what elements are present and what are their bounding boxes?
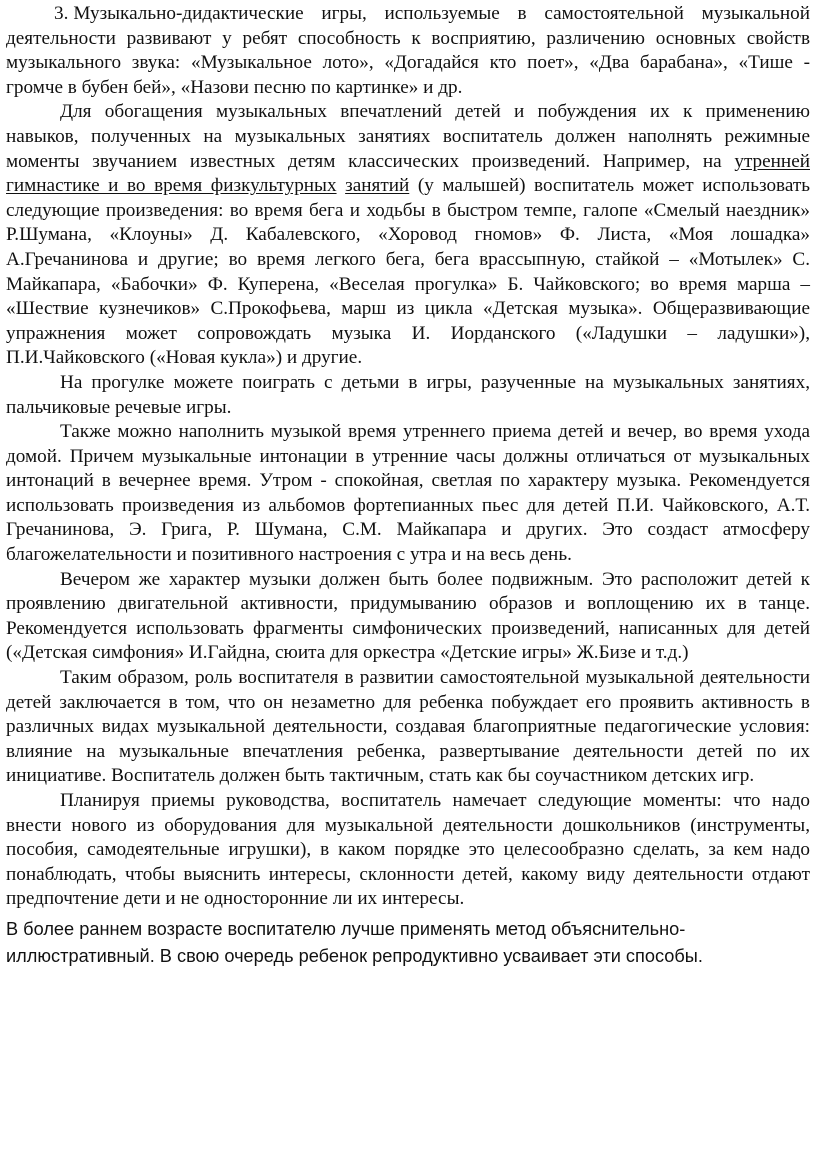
underlined-link-lessons[interactable]: занятий	[345, 175, 410, 197]
underlined-link-morning-exercise[interactable]: утренней гимнастике и во время физкультурных	[6, 150, 810, 197]
paragraph-early-age-method: В более раннем возрасте воспитателю лучше применять метод объяснительно-иллюстративный. В свою очередь ребенок репродуктивно усваивает эти способы.	[6, 918, 703, 966]
paragraph-enrichment	[6, 100, 810, 371]
paragraph-text-end: (у малышей) воспитатель может использовать следующие произведения: во время бега и ходьбы в быстром темпе, галопе «Смелый наездник» Р.Шумана, «Клоуны» Д. Кабалевского, «Хоровод гномов» Ф. Листа, «Моя лошадка» А.Гречанинова и другие; во время легкого бега, бега врассыпную, стайкой – «Мотылек» С. Майкапара, «Бабочки» Ф. Куперена, «Веселая прогулка» Б. Чайковского; во время марша – «Шествие кузнечиков» С.Прокофьева, марш из цикла «Детская музыка». Общеразвивающие упражнения может сопровождать музыка И. Иорданского («Ладушки – ладушки»), П.И.Чайковского («Новая кукла») и другие.	[6, 175, 811, 369]
space	[337, 175, 346, 196]
paragraph-text: Музыкально-дидактические игры, используемые в самостоятельной музыкальной деятельности развивают у ребят способность к восприятию, различению основных свойств музыкального звука: «Музыкальное лото», «Догадайся кто поет», «Два барабана», «Тише - громче в бубен бей», «Назови песню по картинке» и др.	[6, 3, 810, 98]
paragraph-text-start: Для обогащения музыкальных впечатлений детей и побуждения их к применению навыков, полученных на музыкальных занятиях воспитатель должен наполнять режимные моменты звучанием известных детям классических произведений. Например, на	[6, 101, 810, 172]
paragraph-music-didactic-games	[6, 2, 810, 100]
paragraph-planning: Планируя приемы руководства, воспитатель намечает следующие моменты: что надо внести нового из оборудования для музыкальной деятельности дошкольников (инструменты, пособия, самодеятельные игрушки), в каком порядке это целесообразно сделать, за кем надо понаблюдать, чтобы выяснить интересы, склонности детей, какому виду деятельности отдают предпочтение дети и не односторонние ли их интересы.	[6, 790, 810, 910]
paragraph-walk: На прогулке можете поиграть с детьми в игры, разученные на музыкальных занятиях, пальчиковые речевые игры.	[6, 371, 810, 418]
paragraph-evening-music: Вечером же характер музыки должен быть более подвижным. Это расположит детей к проявлению двигательной активности, придумыванию образов и воплощению их в танце. Рекомендуется использовать фрагменты симфонических произведений, написанных для детей («Детская симфония» И.Гайдна, сюита для оркестра «Детские игры» Ж.Бизе и т.д.)	[6, 568, 810, 664]
list-number: 3.	[54, 3, 69, 24]
paragraph-teacher-role: Таким образом, роль воспитателя в развитии самостоятельной музыкальной деятельности детей заключается в том, что он незаметно для ребенка побуждает его проявить активность в различных видах музыкальной деятельности, создавая благоприятные педагогические условия: влияние на музыкальные впечатления ребенка, развертывание деятельности детей по их инициативе. Воспитатель должен быть тактичным, стать как бы соучастником детских игр.	[6, 667, 810, 787]
paragraph-morning-reception: Также можно наполнить музыкой время утреннего приема детей и вечер, во время ухода домой. Причем музыкальные интонации в утренние часы должны отличаться от музыкальных интонаций в вечернее время. Утром - спокойная, светлая по характеру музыка. Рекомендуется использовать произведения из альбомов фортепианных пьес для детей П.И. Чайковского, А.Т. Гречанинова, Э. Грига, Р. Шумана, С.М. Майкапара и других. Это создаст атмосферу благожелательности и позитивного настроения с утра и на весь день.	[6, 421, 810, 566]
